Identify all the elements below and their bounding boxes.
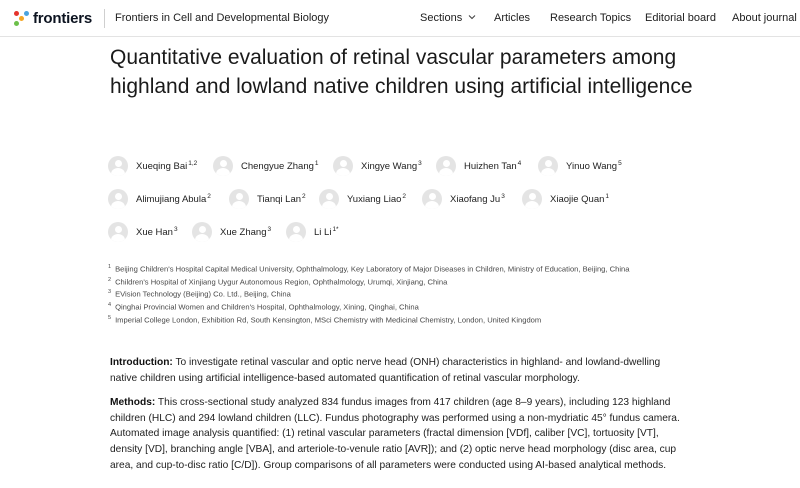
author-name: Xiaofang Ju bbox=[450, 194, 501, 206]
avatar-icon bbox=[213, 156, 233, 176]
nav-research-topics[interactable]: Research Topics bbox=[550, 12, 632, 24]
avatar-icon bbox=[319, 189, 339, 209]
methods-label: Methods: bbox=[110, 397, 156, 409]
author-item[interactable] bbox=[436, 155, 521, 177]
affiliation-list bbox=[108, 262, 748, 326]
author-name: Yinuo Wang bbox=[566, 161, 618, 173]
affiliation-item bbox=[108, 300, 748, 313]
author-name: Yuxiang Liao bbox=[347, 194, 402, 206]
avatar-icon bbox=[422, 189, 442, 209]
affiliation-text: EVision Technology (Beijing) Co. Ltd., Beijing, China bbox=[115, 290, 291, 299]
author-item[interactable] bbox=[538, 155, 622, 177]
abstract-methods bbox=[110, 395, 690, 473]
author-superscript: 1* bbox=[332, 225, 339, 233]
author-name: Tianqi Lan bbox=[257, 194, 302, 206]
author-superscript: 2 bbox=[207, 192, 211, 200]
avatar-icon bbox=[522, 189, 542, 209]
author-item[interactable] bbox=[229, 188, 306, 210]
affiliation-item bbox=[108, 313, 748, 326]
top-navigation-bar bbox=[0, 0, 800, 37]
author-superscript: 3 bbox=[267, 225, 272, 233]
avatar-icon bbox=[229, 189, 249, 209]
affiliation-text: Beijing Children's Hospital Capital Medical University, Ophthalmology, Key Laboratory of Major Diseases in Children, Ministry of Education, Beijing, China bbox=[115, 264, 630, 274]
author-superscript: 4 bbox=[517, 159, 522, 167]
affiliation-number: 1 bbox=[108, 264, 112, 270]
affiliation-item bbox=[108, 275, 748, 288]
abstract-introduction bbox=[110, 355, 690, 386]
avatar-icon bbox=[108, 189, 128, 209]
methods-text: This cross-sectional study analyzed 834 fundus images from 417 children (age 8–9 years), including 123 highland children (HLC) and 294 lowland children (LLC). Fundus photography was performed using a non-mydriatic 45° fundus camera. Automated image analysis quantified: (1) retinal vascular parameters (fractal dimension [VDf], caliber [VC], tortuosity [VT], density [VD], branching angle [VBA], and arteriole-to-venule ratio [AVR]); and (2) optic nerve head morphology (disc area, cup area, and cup-to-disc ratio [C/D]). Group comparisons of all parameters were conducted using AI-based analytical methods. bbox=[110, 397, 680, 471]
author-name: Chengyue Zhang bbox=[241, 161, 314, 173]
author-superscript: 2 bbox=[302, 192, 306, 200]
nav-sections-label: Sections bbox=[420, 12, 463, 24]
affiliation-text: Children's Hospital of Xinjiang Uygur Autonomous Region, Ophthalmology, Urumqi, Xinjiang, China bbox=[115, 277, 448, 287]
author-item[interactable] bbox=[319, 188, 406, 210]
author-item[interactable] bbox=[213, 155, 319, 177]
affiliation-item bbox=[108, 287, 748, 300]
author-superscript: 3 bbox=[501, 192, 505, 200]
avatar-icon bbox=[108, 156, 128, 176]
chevron-down-icon bbox=[468, 13, 476, 21]
avatar-icon bbox=[192, 222, 212, 242]
affiliation-text: Imperial College London, Exhibition Rd, South Kensington, MSci Chemistry with Medicinal Chemistry, London, United Kingdom bbox=[115, 315, 542, 325]
affiliation-item bbox=[108, 262, 748, 275]
avatar-icon bbox=[538, 156, 558, 176]
author-item[interactable] bbox=[522, 188, 609, 210]
nav-about-journal-label: About journal bbox=[732, 12, 797, 24]
author-item[interactable] bbox=[108, 155, 197, 177]
logo-text: frontiers bbox=[33, 9, 93, 27]
nav-articles[interactable]: Articles bbox=[494, 12, 531, 24]
affiliation-number: 2 bbox=[108, 276, 112, 283]
nav-sections[interactable] bbox=[420, 12, 476, 24]
avatar-icon bbox=[286, 222, 306, 242]
frontiers-logo[interactable] bbox=[14, 9, 92, 27]
introduction-label: Introduction: bbox=[110, 357, 173, 368]
author-superscript: 1,2 bbox=[188, 159, 198, 167]
article-title: Quantitative evaluation of retinal vascular parameters among highland and lowland native children using artificial intelligence bbox=[110, 46, 693, 98]
author-item[interactable] bbox=[286, 221, 339, 243]
author-superscript: 3 bbox=[173, 225, 178, 233]
author-name: Xiaojie Quan bbox=[550, 194, 605, 206]
author-item[interactable] bbox=[192, 221, 271, 243]
author-name: Xue Zhang bbox=[220, 227, 267, 239]
avatar-icon bbox=[333, 156, 353, 176]
nav-about-journal[interactable] bbox=[732, 12, 797, 24]
affiliation-number: 5 bbox=[108, 314, 112, 321]
author-name: Xue Han bbox=[136, 227, 173, 239]
frontiers-logo-icon bbox=[14, 11, 29, 26]
nav-editorial-board[interactable]: Editorial board bbox=[645, 12, 716, 24]
affiliation-number: 3 bbox=[108, 289, 112, 296]
author-name: Xueqing Bai bbox=[136, 161, 188, 173]
affiliation-number: 4 bbox=[108, 302, 112, 309]
author-name: Alimujiang Abula bbox=[136, 194, 207, 206]
author-item[interactable] bbox=[108, 188, 211, 210]
author-name: Xingye Wang bbox=[361, 161, 418, 173]
author-superscript: 3 bbox=[418, 159, 422, 167]
avatar-icon bbox=[436, 156, 456, 176]
author-superscript: 1 bbox=[314, 159, 319, 167]
author-item[interactable] bbox=[333, 155, 422, 177]
author-superscript: 1 bbox=[605, 192, 610, 200]
abstract bbox=[110, 355, 690, 482]
journal-name-link[interactable]: Frontiers in Cell and Developmental Biology bbox=[115, 12, 329, 24]
author-name: Huizhen Tan bbox=[464, 161, 517, 173]
author-item[interactable] bbox=[108, 221, 178, 243]
author-superscript: 2 bbox=[402, 192, 407, 200]
introduction-text: To investigate retinal vascular and optic nerve head (ONH) characteristics in highland- and lowland-dwelling native children using artificial intelligence-based automated quantification of retinal vascular morphology. bbox=[110, 357, 661, 384]
author-name: Li Li bbox=[314, 227, 332, 239]
avatar-icon bbox=[108, 222, 128, 242]
affiliation-text: Qinghai Provincial Women and Children's Hospital, Ophthalmology, Xining, Qinghai, China bbox=[115, 302, 419, 312]
author-item[interactable] bbox=[422, 188, 505, 210]
author-superscript: 5 bbox=[618, 159, 622, 167]
header-divider bbox=[104, 9, 105, 28]
